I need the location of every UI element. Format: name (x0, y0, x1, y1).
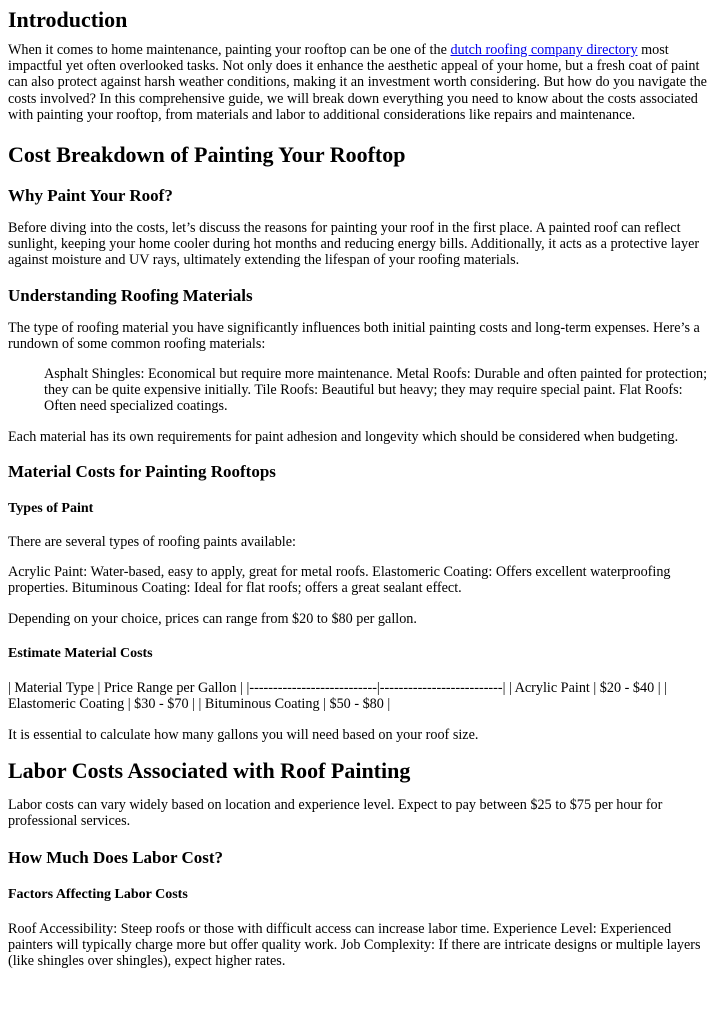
labor-factors-heading: Factors Affecting Labor Costs (8, 886, 188, 902)
material-costs-heading: Material Costs for Painting Rooftops (8, 461, 276, 481)
article (0, 7, 720, 969)
labor-cost-question-heading: How Much Does Labor Cost? (8, 847, 224, 867)
intro-text-after: most impactful yet often overlooked tasks. Not only does it enhance the aesthetic appeal of your home, but a fresh coat of paint can also protect against harsh weather conditions, making it an investment worth considering. But how do you navigate the costs involved? In this comprehensive guide, we will break down everything you need to know about the costs associated with painting your rooftop, from materials and labor to additional considerations like repairs and maintenance. (8, 42, 707, 123)
labor-costs-paragraph: Labor costs can vary widely based on location and experience level. Expect to pay between $25 to $75 per hour for professional services. (8, 797, 663, 830)
roofing-directory-link[interactable]: dutch roofing company directory (450, 42, 638, 58)
labor-costs-heading: Labor Costs Associated with Roof Painting (8, 758, 411, 784)
gallons-note: It is essential to calculate how many gallons you will need based on your roof size. (8, 727, 479, 744)
why-paint-heading: Why Paint Your Roof? (8, 186, 173, 206)
estimate-costs-heading: Estimate Material Costs (8, 645, 153, 661)
intro-text-before: When it comes to home maintenance, painting your rooftop can be one of the (8, 42, 451, 58)
roofing-materials-list: Asphalt Shingles: Economical but require more maintenance. Metal Roofs: Durable and often painted for protection; they can be quite expensive initially. Tile Roofs: Beautiful but heavy; they may require special paint. Flat Roofs: Often need specialized coatings. (44, 366, 708, 415)
cost-breakdown-heading: Cost Breakdown of Painting Your Rooftop (8, 142, 406, 168)
materials-note: Each material has its own requirements for paint adhesion and longevity which should be considered when budgeting. (8, 428, 679, 445)
intro-heading: Introduction (8, 7, 128, 32)
types-of-paint-list: Acrylic Paint: Water-based, easy to apply, great for metal roofs. Elastomeric Coating: Offers excellent waterproofing properties. Bituminous Coating: Ideal for flat roofs; offers a great sealant effect. (8, 564, 671, 597)
why-paint-paragraph: Before diving into the costs, let’s discuss the reasons for painting your roof in the first place. A painted roof can reflect sunlight, keeping your home cooler during hot months and reducing energy bills. Additionally, it acts as a protective layer against moisture and UV rays, ultimately extending the lifespan of your roofing materials. (8, 220, 700, 269)
roofing-materials-paragraph: The type of roofing material you have significantly influences both initial painting costs and long-term expenses. Here’s a rundown of some common roofing materials: (8, 319, 700, 352)
intro-paragraph (8, 42, 712, 123)
types-of-paint-heading: Types of Paint (8, 500, 94, 516)
types-of-paint-intro: There are several types of roofing paints available: (8, 533, 296, 550)
roofing-materials-heading: Understanding Roofing Materials (8, 285, 253, 305)
price-range-note: Depending on your choice, prices can range from $20 to $80 per gallon. (8, 611, 417, 628)
labor-factors-paragraph: Roof Accessibility: Steep roofs or those with difficult access can increase labor time. Experience Level: Experienced painters will typically charge more but offer quality work. Job Complexity: If there are intricate designs or multiple layers (like shingles over shingles), expect higher rates. (8, 920, 701, 970)
material-cost-table-text: | Material Type | Price Range per Gallon | |---------------------------|--------------------------| | Acrylic Paint | $20 - $40 | | Elastomeric Coating | $30 - $70 | | Bituminous Coating | $50 - $80 | (8, 679, 667, 712)
